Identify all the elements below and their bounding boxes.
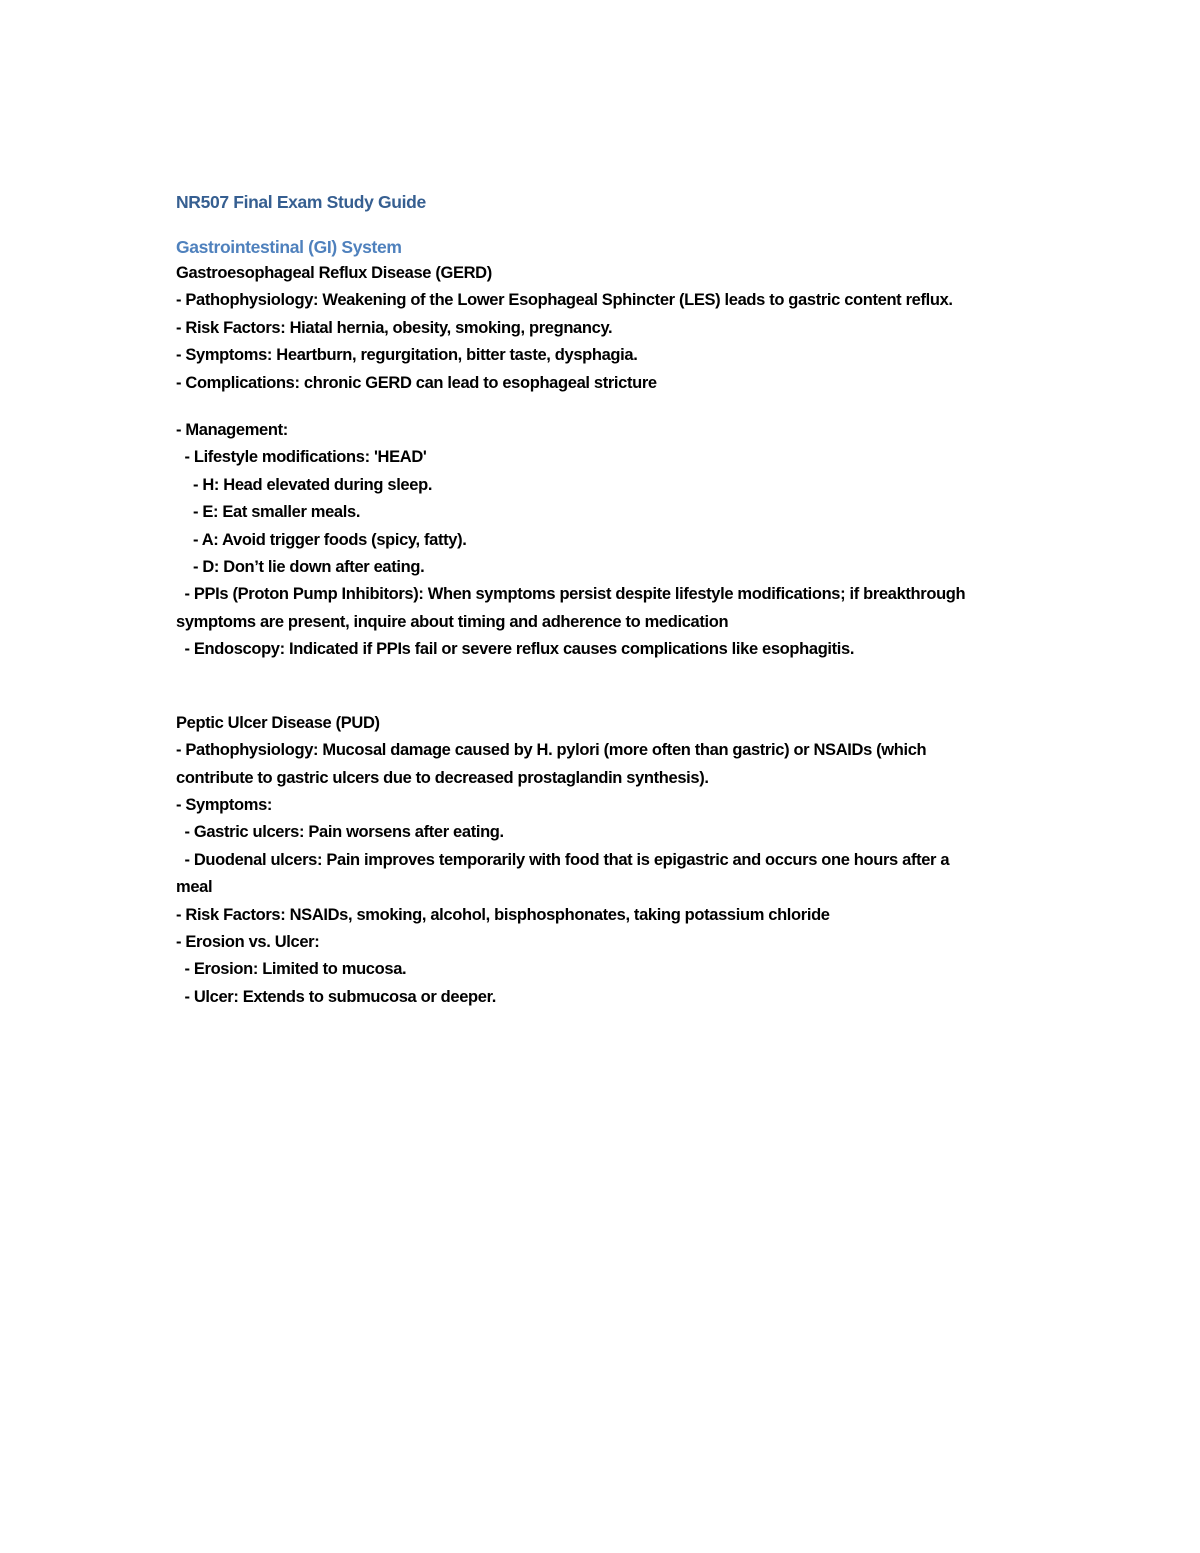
gerd-head-e: - E: Eat smaller meals.	[176, 503, 361, 522]
document-content	[176, 188, 1056, 1011]
gerd-ppis-line2: symptoms are present, inquire about timing and adherence to medication	[176, 612, 729, 631]
document-title: NR507 Final Exam Study Guide	[176, 192, 426, 212]
pud-duodenal-line2: meal	[176, 878, 213, 897]
pud-section	[176, 710, 1056, 1011]
section-title-gi: Gastrointestinal (GI) System	[176, 237, 402, 257]
gerd-risk-factors: - Risk Factors: Hiatal hernia, obesity, smoking, pregnancy.	[176, 318, 613, 337]
gerd-head-a: - A: Avoid trigger foods (spicy, fatty).	[176, 530, 467, 549]
pud-duodenal-line1: - Duodenal ulcers: Pain improves temporarily with food that is epigastric and occurs one hours after a	[176, 850, 950, 869]
pud-pathophysiology-line2: contribute to gastric ulcers due to decreased prostaglandin synthesis).	[176, 768, 709, 787]
gerd-head-d: - D: Don’t lie down after eating.	[176, 558, 425, 577]
pud-pathophysiology-line1: - Pathophysiology: Mucosal damage caused by H. pylori (more often than gastric) or NSAIDs (which	[176, 741, 927, 760]
gerd-ppis-line1: - PPIs (Proton Pump Inhibitors): When symptoms persist despite lifestyle modifications; if breakthrough	[176, 585, 966, 604]
pud-erosion: - Erosion: Limited to mucosa.	[176, 960, 407, 979]
pud-gastric: - Gastric ulcers: Pain worsens after eating.	[176, 823, 504, 842]
pud-heading: Peptic Ulcer Disease (PUD)	[176, 713, 380, 732]
pud-erosion-vs-ulcer: - Erosion vs. Ulcer:	[176, 932, 320, 951]
pud-ulcer: - Ulcer: Extends to submucosa or deeper.	[176, 987, 496, 1006]
gerd-management: - Management:	[176, 421, 288, 440]
gerd-pathophysiology: - Pathophysiology: Weakening of the Lower Esophageal Sphincter (LES) leads to gastric content reflux.	[176, 291, 953, 310]
gerd-section	[176, 260, 1056, 664]
gerd-lifestyle: - Lifestyle modifications: 'HEAD'	[176, 448, 427, 467]
gerd-complications: - Complications: chronic GERD can lead to esophageal stricture	[176, 373, 657, 392]
gerd-symptoms: - Symptoms: Heartburn, regurgitation, bitter taste, dysphagia.	[176, 346, 638, 365]
gerd-endoscopy: - Endoscopy: Indicated if PPIs fail or severe reflux causes complications like esophagitis.	[176, 640, 855, 659]
gerd-heading: Gastroesophageal Reflux Disease (GERD)	[176, 264, 492, 282]
pud-risk-factors: - Risk Factors: NSAIDs, smoking, alcohol, bisphosphonates, taking potassium chloride	[176, 905, 830, 924]
pud-symptoms: - Symptoms:	[176, 795, 273, 814]
gerd-head-h: - H: Head elevated during sleep.	[176, 475, 433, 494]
